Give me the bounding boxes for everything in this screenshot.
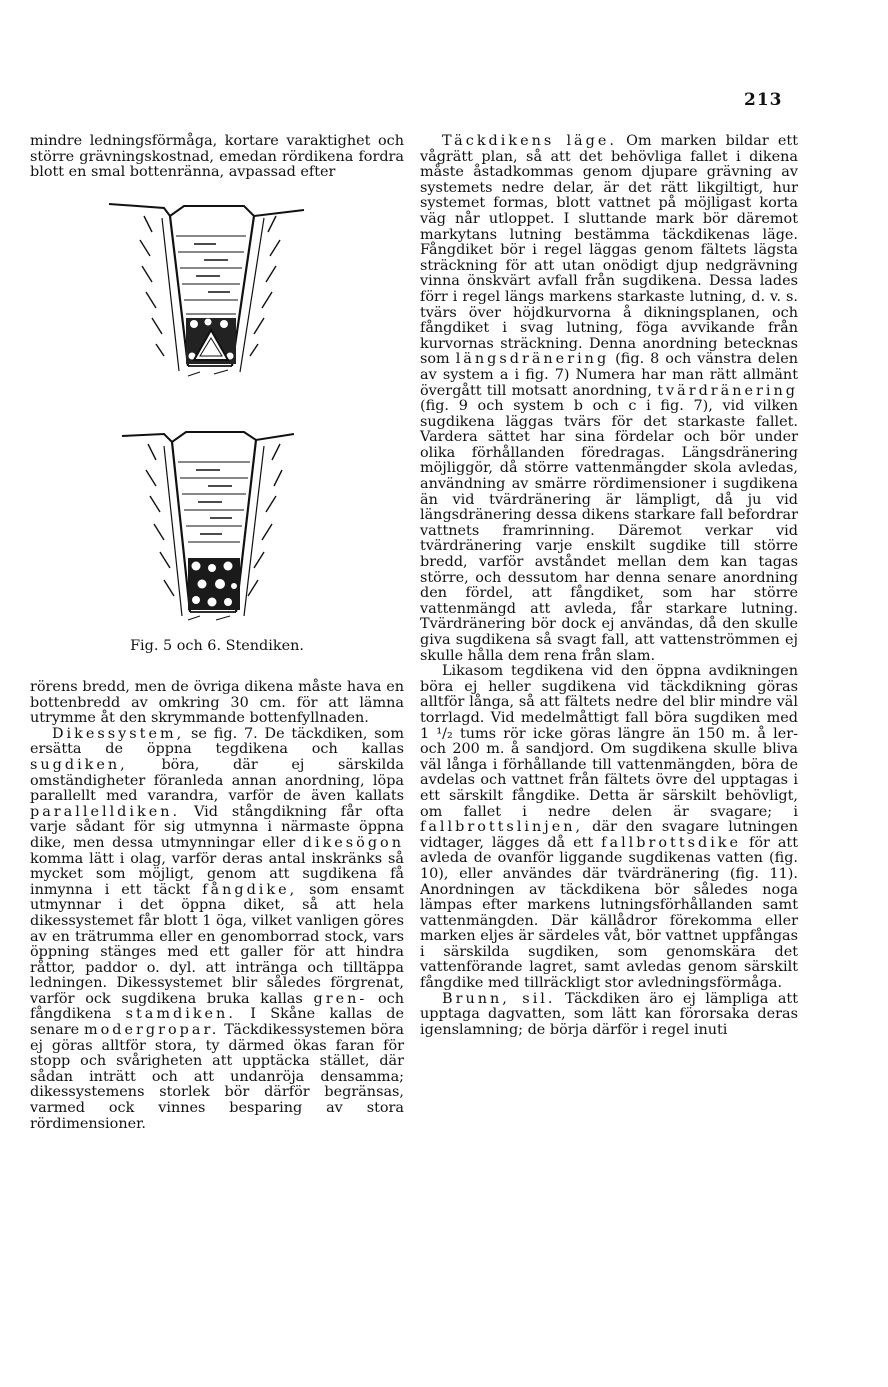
- paragraph-dikessystem: [30, 727, 404, 1132]
- fraction: ¹/₂: [436, 725, 453, 742]
- text-run: se fig. 7. De täckdiken, som ersätta de öppna tegdikena och kallas: [30, 725, 404, 758]
- text-run: Täckdiken äro ej lämpliga att upptaga dagvatten, som lätt kan förorsaka deras igenslamning; de börja därför i regel inuti: [420, 990, 798, 1038]
- section-heading-tackdikens-lage: Täckdikens läge.: [442, 133, 617, 149]
- term-fallbrottsdike: fallbrottsdike: [601, 834, 742, 851]
- text-run: I Skåne kallas de senare: [30, 1006, 405, 1039]
- text-run: (fig. 9 och system b och c i fig. 7), vid vilken sugdikena läggas tvärs för det starkaste fallet. Vardera sättet har sina fördelar och bör under olika förhållanden föredragas. Längsdränering möjliggör, då större vattenmängder skola avledas, användning av smärre rördimensioner i sugdikena än vid tvärdränering är lämpligt, då ju vid längsdränering dessa dikens starkare fall befordrar vattnets framrinning. Däremot verkar vid tvärdränering varje enskilt sugdike till större bredd, varför avståndet mellan dem kan tagas större, och dessutom har denna senare anordning den fördel, att fångdiket, som har större vattenmängd att avleda, får starkare lutning. Tvärdränering bör dock ej användas, då den skulle giva sugdikena så svagt fall, att vattenströmmen ej skulle hålla dem rena från slam.: [420, 398, 798, 664]
- term-modergropar: modergropar.: [84, 1022, 220, 1039]
- text-run: komma lätt i olag, varför deras antal inskränks så mycket som möjligt, genom att sugdikena få inmynna i ett täckt: [30, 850, 404, 898]
- term-langsdranering: längsdränering: [455, 351, 610, 368]
- paragraph-brunn-sil: [420, 992, 798, 1039]
- fig6-trench: [122, 432, 294, 620]
- left-column-bottom: [30, 680, 404, 1132]
- text-run: böra, där ej särskilda omständigheter föranleda annan anordning, löpa parallellt med varandra, varför de även kallats: [30, 756, 404, 805]
- text-run: och fångdikena: [30, 990, 404, 1023]
- trench-illustration: [104, 196, 314, 636]
- text-run: Täckdikessystemen böra ej göras alltför stora, ty därmed ökas faran för stopp och svårigheten att upptäcka stället, där sådan inträtt och att undanröja densamma; dikessystemens storlek bör därför begränsas, varmed ock vinnes besparing av stora rördimensioner.: [30, 1022, 404, 1132]
- term-dikesogon: dikesögon: [302, 834, 404, 851]
- page-number: 213: [744, 90, 783, 110]
- text-run: Vid stångdikning får ofta varje sådant för sig utmynna i närmaste öppna dike, men dessa utmynningar eller: [30, 803, 404, 851]
- paragraph-rorens-bredd: rörens bredd, men de övriga dikena måste hava en bottenbredd av omkring 30 cm. för att lämna utrymme åt den skrymmande bottenfyllnaden.: [30, 679, 404, 727]
- term-fallbrottslinjen: fallbrottslinjen,: [420, 819, 584, 836]
- text-run: där den svagare lutningen vidtager, lägges då ett: [420, 819, 798, 851]
- term-parallelldiken: parallelldiken.: [30, 803, 181, 820]
- paragraph-likasom: [420, 664, 798, 991]
- fig5-trench: [109, 204, 304, 376]
- section-heading-brunn-sil: Brunn, sil.: [442, 990, 556, 1007]
- term-fangdike: fångdike,: [202, 881, 298, 898]
- text-run: Om marken bildar ett vågrätt plan, så att det behövliga fallet i dikena måste åstadkommas genom djupare grävning av systemets nedre delar, är det rätt likgiltigt, hur systemet formas, blott vattnet på möjligast korta väg når utloppet. I sluttande mark bör däremot markytans lutning bestämma täckdikenas läge. Fångdiket bör i regel läggas genom fältets lägsta sträckning för att utan onödigt djup nedgrävning vinna önskvärt avfall från sugdikena. Dessa lades förr i regel längs markens starkaste lutning, d. v. s. tvärs över höjdkurvorna å dikningsplanen, och fångdiket i svag lutning, föga avvikande från kurvornas sträckning. Denna anordning betecknas som: [420, 133, 798, 368]
- text-run: tums rör icke göras längre än 150 m. å ler- och 200 m. å sandjord. Om sugdikena skulle bliva väl långa i förhållande till vattenmängden, böra de avdelas och vattnet från fältets övre del upptagas i ett särskilt fångdike. Detta är särskilt behövligt, om fallet i nedre delen är svagare; i: [420, 725, 798, 820]
- figure-stendiken: [104, 196, 314, 636]
- text-run: som ensamt utmynnar i det öppna diket, så att hela dikessystemet får blott 1 öga, vilket vanligen göres av en trätrumma eller en genomborrad stock, vars öppning stänges med ett galler för att hindra råttor, paddor o. dyl. att intränga och tilltäppa ledningen. Dikessystemet blir således förgrenat, varför ock sugdikena bruka kallas: [30, 881, 405, 1007]
- figure-caption: Fig. 5 och 6. Stendiken.: [130, 638, 304, 654]
- intro-paragraph: mindre ledningsförmåga, kortare varaktighet och större grävningskostnad, emedan rördikena fordra blott en smal bottenränna, avpassad efter: [30, 133, 404, 181]
- text-run: för att avleda de ovanför liggande sugdikenas vatten (fig. 10), eller användes där tvärdränering (fig. 11). Anordningen av täckdikena bör således noga lämpas efter markens lutningsförhållanden samt vattenmängden. Där källådror förekomma eller marken eljes är särdeles våt, bör vattnet uppfångas i särskilda sugdiken, som genomskära det vattenförande lagret, samt avledas genom särskilt fångdike med tillräckligt stor avledningsförmåga.: [420, 834, 798, 992]
- section-heading-dikessystem: Dikessystem,: [52, 725, 185, 742]
- text-run: Likasom tegdikena vid den öppna avdikningen böra ej heller sugdikena vid täckdikning göras alltför långa, så att fältets nedre del blir mindre väl torrlagd. Vid medelmåttigt fall böra sugdiken med 1: [420, 663, 798, 742]
- term-sugdiken: sugdiken,: [30, 756, 128, 773]
- paragraph-tackdikens-lage: [420, 134, 798, 664]
- term-stamdiken: stamdiken.: [125, 1006, 236, 1023]
- right-column: [420, 134, 798, 1038]
- text-run: (fig. 8 och vänstra delen av system a i fig. 7) Numera har man rätt allmänt övergått till motsatt anordning,: [420, 351, 798, 399]
- term-tvardranering: tvärdränering: [657, 382, 798, 399]
- left-column-top: [30, 134, 404, 181]
- term-gren: gren-: [313, 990, 368, 1007]
